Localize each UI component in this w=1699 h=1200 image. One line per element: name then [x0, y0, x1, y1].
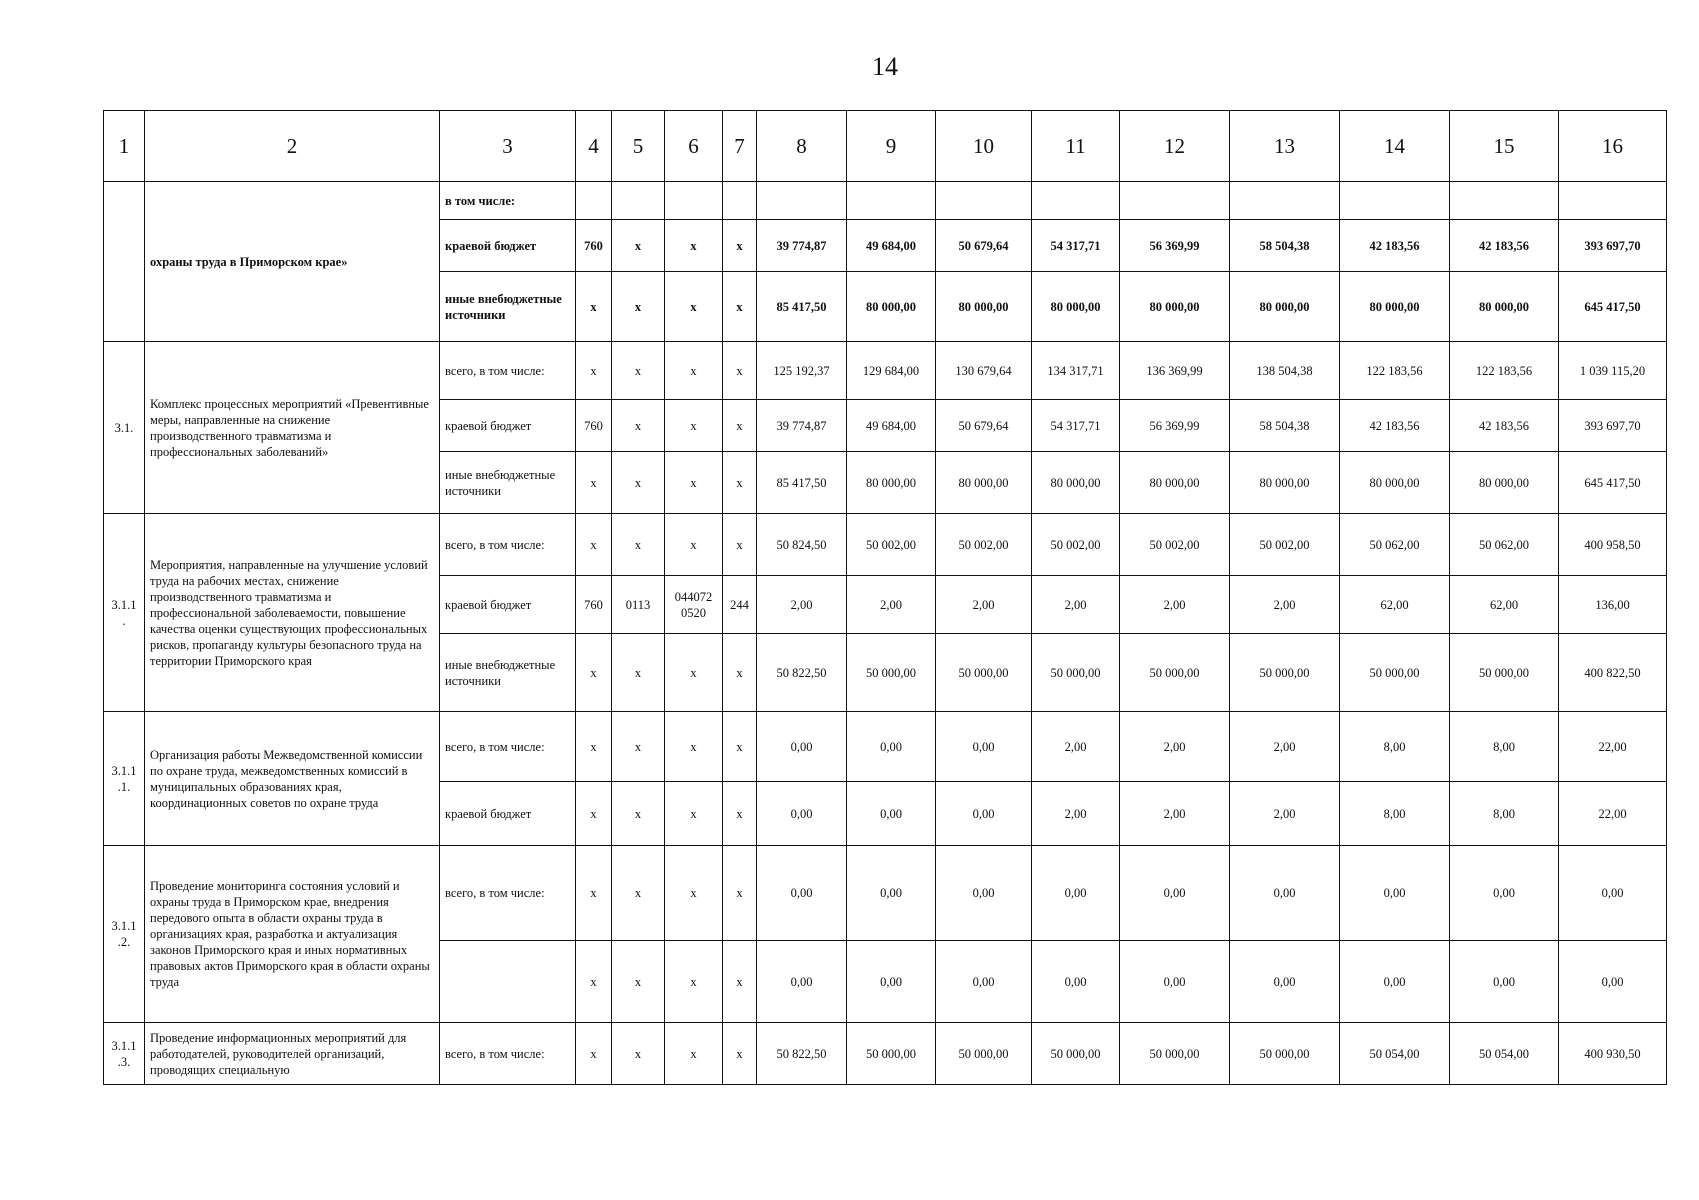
code-cell: х — [612, 272, 665, 342]
amount-cell: 80 000,00 — [1120, 452, 1230, 514]
amount-cell: 8,00 — [1450, 712, 1559, 782]
table-cell — [1230, 182, 1340, 220]
amount-cell: 50 822,50 — [757, 1023, 847, 1085]
code-cell: х — [612, 846, 665, 941]
code-cell: х — [665, 400, 723, 452]
activity-name: Организация работы Межведомственной комиссии по охране труда, межведомственных комиссий в муниципальных образованиях края, координационных советов по охране труда — [145, 712, 440, 846]
amount-cell: 2,00 — [1120, 576, 1230, 634]
amount-cell: 0,00 — [757, 782, 847, 846]
amount-cell: 58 504,38 — [1230, 220, 1340, 272]
amount-cell: 400 958,50 — [1559, 514, 1667, 576]
amount-cell: 50 000,00 — [1340, 634, 1450, 712]
table-cell — [612, 182, 665, 220]
header-cell: 3 — [440, 111, 576, 182]
table-row — [104, 182, 1667, 220]
funding-source: краевой бюджет — [440, 220, 576, 272]
code-cell: х — [723, 712, 757, 782]
amount-cell: 50 002,00 — [936, 514, 1032, 576]
code-cell: х — [723, 846, 757, 941]
amount-cell: 0,00 — [847, 712, 936, 782]
code-cell: х — [723, 634, 757, 712]
amount-cell: 50 054,00 — [1340, 1023, 1450, 1085]
table-cell — [723, 182, 757, 220]
amount-cell: 0,00 — [936, 712, 1032, 782]
code-cell: х — [612, 342, 665, 400]
funding-source — [440, 941, 576, 1023]
amount-cell: 0,00 — [936, 782, 1032, 846]
amount-cell: 56 369,99 — [1120, 220, 1230, 272]
amount-cell: 50 000,00 — [1120, 1023, 1230, 1085]
code-cell: х — [665, 452, 723, 514]
amount-cell: 136,00 — [1559, 576, 1667, 634]
code-cell: х — [723, 1023, 757, 1085]
code-cell: х — [612, 941, 665, 1023]
amount-cell: 80 000,00 — [1120, 272, 1230, 342]
amount-cell: 50 002,00 — [1230, 514, 1340, 576]
amount-cell: 80 000,00 — [936, 272, 1032, 342]
amount-cell: 80 000,00 — [1032, 452, 1120, 514]
amount-cell: 8,00 — [1450, 782, 1559, 846]
amount-cell: 39 774,87 — [757, 400, 847, 452]
amount-cell: 49 684,00 — [847, 400, 936, 452]
code-cell: х — [612, 1023, 665, 1085]
code-cell: х — [576, 514, 612, 576]
budget-table — [103, 110, 1667, 1085]
amount-cell: 0,00 — [1340, 846, 1450, 941]
amount-cell: 50 000,00 — [1230, 1023, 1340, 1085]
code-cell: х — [665, 941, 723, 1023]
funding-source: иные внебюджетные источники — [440, 452, 576, 514]
table-row — [104, 514, 1667, 576]
amount-cell: 2,00 — [1230, 712, 1340, 782]
amount-cell: 0,00 — [757, 712, 847, 782]
table-row — [104, 342, 1667, 400]
code-cell: х — [723, 220, 757, 272]
row-index — [104, 182, 145, 342]
amount-cell: 50 679,64 — [936, 220, 1032, 272]
amount-cell: 50 000,00 — [1032, 634, 1120, 712]
code-cell: х — [723, 782, 757, 846]
amount-cell: 0,00 — [757, 941, 847, 1023]
activity-name: Комплекс процессных мероприятий «Превентивные меры, направленные на снижение производственного травматизма и профессиональных заболеваний» — [145, 342, 440, 514]
amount-cell: 0,00 — [847, 941, 936, 1023]
amount-cell: 0,00 — [1230, 941, 1340, 1023]
amount-cell: 50 002,00 — [847, 514, 936, 576]
amount-cell: 0,00 — [847, 846, 936, 941]
funding-source: всего, в том числе: — [440, 1023, 576, 1085]
code-cell: 244 — [723, 576, 757, 634]
amount-cell: 393 697,70 — [1559, 400, 1667, 452]
code-cell: х — [576, 712, 612, 782]
amount-cell: 0,00 — [1032, 846, 1120, 941]
amount-cell: 50 000,00 — [1230, 634, 1340, 712]
amount-cell: 54 317,71 — [1032, 220, 1120, 272]
amount-cell: 80 000,00 — [1450, 452, 1559, 514]
amount-cell: 2,00 — [757, 576, 847, 634]
amount-cell: 42 183,56 — [1450, 220, 1559, 272]
code-cell: х — [576, 1023, 612, 1085]
amount-cell: 85 417,50 — [757, 452, 847, 514]
amount-cell: 50 000,00 — [847, 1023, 936, 1085]
header-cell: 7 — [723, 111, 757, 182]
header-cell: 13 — [1230, 111, 1340, 182]
header-cell: 12 — [1120, 111, 1230, 182]
table-cell — [665, 182, 723, 220]
amount-cell: 138 504,38 — [1230, 342, 1340, 400]
table-row — [104, 712, 1667, 782]
code-cell: х — [576, 941, 612, 1023]
page-number: 14 — [872, 52, 898, 81]
header-cell: 15 — [1450, 111, 1559, 182]
code-cell: х — [665, 514, 723, 576]
amount-cell: 0,00 — [1032, 941, 1120, 1023]
code-cell: х — [612, 452, 665, 514]
activity-name: Проведение мониторинга состояния условий и охраны труда в Приморском крае, внедрения передового опыта в области охраны труда в организациях края, разработка и актуализация законов Приморского края и иных нормативных правовых актов Приморского края в области охраны труда — [145, 846, 440, 1023]
amount-cell: 50 000,00 — [1032, 1023, 1120, 1085]
amount-cell: 50 822,50 — [757, 634, 847, 712]
funding-source: всего, в том числе: — [440, 712, 576, 782]
amount-cell: 0,00 — [757, 846, 847, 941]
header-cell: 5 — [612, 111, 665, 182]
code-cell: х — [576, 782, 612, 846]
row-index: 3.1.1 . — [104, 514, 145, 712]
amount-cell: 400 822,50 — [1559, 634, 1667, 712]
row-index: 3.1.1 .1. — [104, 712, 145, 846]
amount-cell: 8,00 — [1340, 712, 1450, 782]
amount-cell: 134 317,71 — [1032, 342, 1120, 400]
amount-cell: 80 000,00 — [1230, 272, 1340, 342]
code-cell: х — [612, 634, 665, 712]
amount-cell: 0,00 — [1120, 941, 1230, 1023]
table-cell — [847, 182, 936, 220]
code-cell: х — [665, 634, 723, 712]
amount-cell: 2,00 — [1120, 712, 1230, 782]
code-cell: х — [612, 514, 665, 576]
code-cell: х — [612, 712, 665, 782]
amount-cell: 2,00 — [1032, 782, 1120, 846]
code-cell: х — [612, 400, 665, 452]
amount-cell: 56 369,99 — [1120, 400, 1230, 452]
header-cell: 2 — [145, 111, 440, 182]
amount-cell: 42 183,56 — [1340, 220, 1450, 272]
header-cell: 14 — [1340, 111, 1450, 182]
code-cell: х — [665, 342, 723, 400]
amount-cell: 0,00 — [936, 941, 1032, 1023]
amount-cell: 22,00 — [1559, 782, 1667, 846]
amount-cell: 80 000,00 — [847, 452, 936, 514]
amount-cell: 85 417,50 — [757, 272, 847, 342]
amount-cell: 80 000,00 — [1340, 272, 1450, 342]
amount-cell: 2,00 — [1032, 576, 1120, 634]
table-row — [104, 846, 1667, 941]
table-cell — [1032, 182, 1120, 220]
activity-name: Мероприятия, направленные на улучшение условий труда на рабочих местах, снижение производственного травматизма и профессиональной заболеваемости, повышение качества оценки существующих профессиональных рисков, пропаганду культуры безопасного труда на территории Приморского края — [145, 514, 440, 712]
code-cell: х — [665, 1023, 723, 1085]
code-cell: х — [665, 782, 723, 846]
amount-cell: 22,00 — [1559, 712, 1667, 782]
code-cell: х — [665, 712, 723, 782]
amount-cell: 62,00 — [1340, 576, 1450, 634]
code-cell: х — [665, 272, 723, 342]
amount-cell: 49 684,00 — [847, 220, 936, 272]
funding-source: всего, в том числе: — [440, 514, 576, 576]
code-cell: х — [723, 400, 757, 452]
code-cell: х — [612, 782, 665, 846]
header-cell: 1 — [104, 111, 145, 182]
code-cell: х — [665, 220, 723, 272]
funding-source: иные внебюджетные источники — [440, 272, 576, 342]
code-cell: х — [723, 342, 757, 400]
amount-cell: 80 000,00 — [1450, 272, 1559, 342]
amount-cell: 50 002,00 — [1032, 514, 1120, 576]
funding-source: краевой бюджет — [440, 576, 576, 634]
amount-cell: 50 062,00 — [1450, 514, 1559, 576]
row-index: 3.1.1 .2. — [104, 846, 145, 1023]
amount-cell: 50 000,00 — [1450, 634, 1559, 712]
amount-cell: 0,00 — [847, 782, 936, 846]
amount-cell: 125 192,37 — [757, 342, 847, 400]
header-cell: 9 — [847, 111, 936, 182]
amount-cell: 50 000,00 — [936, 634, 1032, 712]
amount-cell: 50 824,50 — [757, 514, 847, 576]
header-cell: 8 — [757, 111, 847, 182]
amount-cell: 80 000,00 — [1230, 452, 1340, 514]
amount-cell: 2,00 — [1032, 712, 1120, 782]
amount-cell: 50 062,00 — [1340, 514, 1450, 576]
table-cell — [1120, 182, 1230, 220]
amount-cell: 122 183,56 — [1340, 342, 1450, 400]
amount-cell: 393 697,70 — [1559, 220, 1667, 272]
code-cell: х — [612, 220, 665, 272]
amount-cell: 50 000,00 — [936, 1023, 1032, 1085]
code-cell: х — [723, 941, 757, 1023]
activity-name: охраны труда в Приморском крае» — [145, 182, 440, 342]
code-cell: х — [576, 272, 612, 342]
amount-cell: 136 369,99 — [1120, 342, 1230, 400]
header-cell: 10 — [936, 111, 1032, 182]
amount-cell: 0,00 — [1559, 941, 1667, 1023]
code-cell: х — [576, 846, 612, 941]
table-cell — [576, 182, 612, 220]
code-cell: х — [576, 342, 612, 400]
code-cell: 0113 — [612, 576, 665, 634]
amount-cell: 130 679,64 — [936, 342, 1032, 400]
amount-cell: 2,00 — [936, 576, 1032, 634]
amount-cell: 50 002,00 — [1120, 514, 1230, 576]
code-cell: 760 — [576, 576, 612, 634]
funding-source: в том числе: — [440, 182, 576, 220]
amount-cell: 42 183,56 — [1340, 400, 1450, 452]
table-header-row — [104, 111, 1667, 182]
funding-source: всего, в том числе: — [440, 846, 576, 941]
table-cell — [757, 182, 847, 220]
code-cell: х — [576, 634, 612, 712]
amount-cell: 122 183,56 — [1450, 342, 1559, 400]
amount-cell: 2,00 — [1120, 782, 1230, 846]
amount-cell: 80 000,00 — [936, 452, 1032, 514]
table-cell — [936, 182, 1032, 220]
header-cell: 16 — [1559, 111, 1667, 182]
amount-cell: 54 317,71 — [1032, 400, 1120, 452]
header-cell: 6 — [665, 111, 723, 182]
code-cell: 760 — [576, 400, 612, 452]
amount-cell: 0,00 — [1340, 941, 1450, 1023]
amount-cell: 645 417,50 — [1559, 452, 1667, 514]
amount-cell: 129 684,00 — [847, 342, 936, 400]
table-cell — [1450, 182, 1559, 220]
amount-cell: 62,00 — [1450, 576, 1559, 634]
amount-cell: 80 000,00 — [1340, 452, 1450, 514]
amount-cell: 2,00 — [1230, 576, 1340, 634]
row-index: 3.1. — [104, 342, 145, 514]
amount-cell: 80 000,00 — [847, 272, 936, 342]
code-cell: 760 — [576, 220, 612, 272]
amount-cell: 0,00 — [1559, 846, 1667, 941]
code-cell: х — [723, 272, 757, 342]
code-cell: 044072 0520 — [665, 576, 723, 634]
code-cell: х — [665, 846, 723, 941]
row-index: 3.1.1 .3. — [104, 1023, 145, 1085]
amount-cell: 50 000,00 — [1120, 634, 1230, 712]
amount-cell: 645 417,50 — [1559, 272, 1667, 342]
amount-cell: 42 183,56 — [1450, 400, 1559, 452]
amount-cell: 58 504,38 — [1230, 400, 1340, 452]
amount-cell: 39 774,87 — [757, 220, 847, 272]
amount-cell: 0,00 — [1120, 846, 1230, 941]
amount-cell: 8,00 — [1340, 782, 1450, 846]
funding-source: краевой бюджет — [440, 400, 576, 452]
code-cell: х — [723, 452, 757, 514]
amount-cell: 0,00 — [1450, 846, 1559, 941]
funding-source: всего, в том числе: — [440, 342, 576, 400]
table-cell — [1559, 182, 1667, 220]
amount-cell: 2,00 — [1230, 782, 1340, 846]
amount-cell: 0,00 — [1450, 941, 1559, 1023]
amount-cell: 400 930,50 — [1559, 1023, 1667, 1085]
header-cell: 11 — [1032, 111, 1120, 182]
amount-cell: 2,00 — [847, 576, 936, 634]
header-cell: 4 — [576, 111, 612, 182]
amount-cell: 0,00 — [936, 846, 1032, 941]
funding-source: краевой бюджет — [440, 782, 576, 846]
amount-cell: 1 039 115,20 — [1559, 342, 1667, 400]
table-cell — [1340, 182, 1450, 220]
amount-cell: 80 000,00 — [1032, 272, 1120, 342]
activity-name: Проведение информационных мероприятий для работодателей, руководителей организаций, проводящих специальную — [145, 1023, 440, 1085]
code-cell: х — [576, 452, 612, 514]
code-cell: х — [723, 514, 757, 576]
amount-cell: 50 000,00 — [847, 634, 936, 712]
amount-cell: 50 679,64 — [936, 400, 1032, 452]
table-row — [104, 1023, 1667, 1085]
funding-source: иные внебюджетные источники — [440, 634, 576, 712]
amount-cell: 0,00 — [1230, 846, 1340, 941]
amount-cell: 50 054,00 — [1450, 1023, 1559, 1085]
